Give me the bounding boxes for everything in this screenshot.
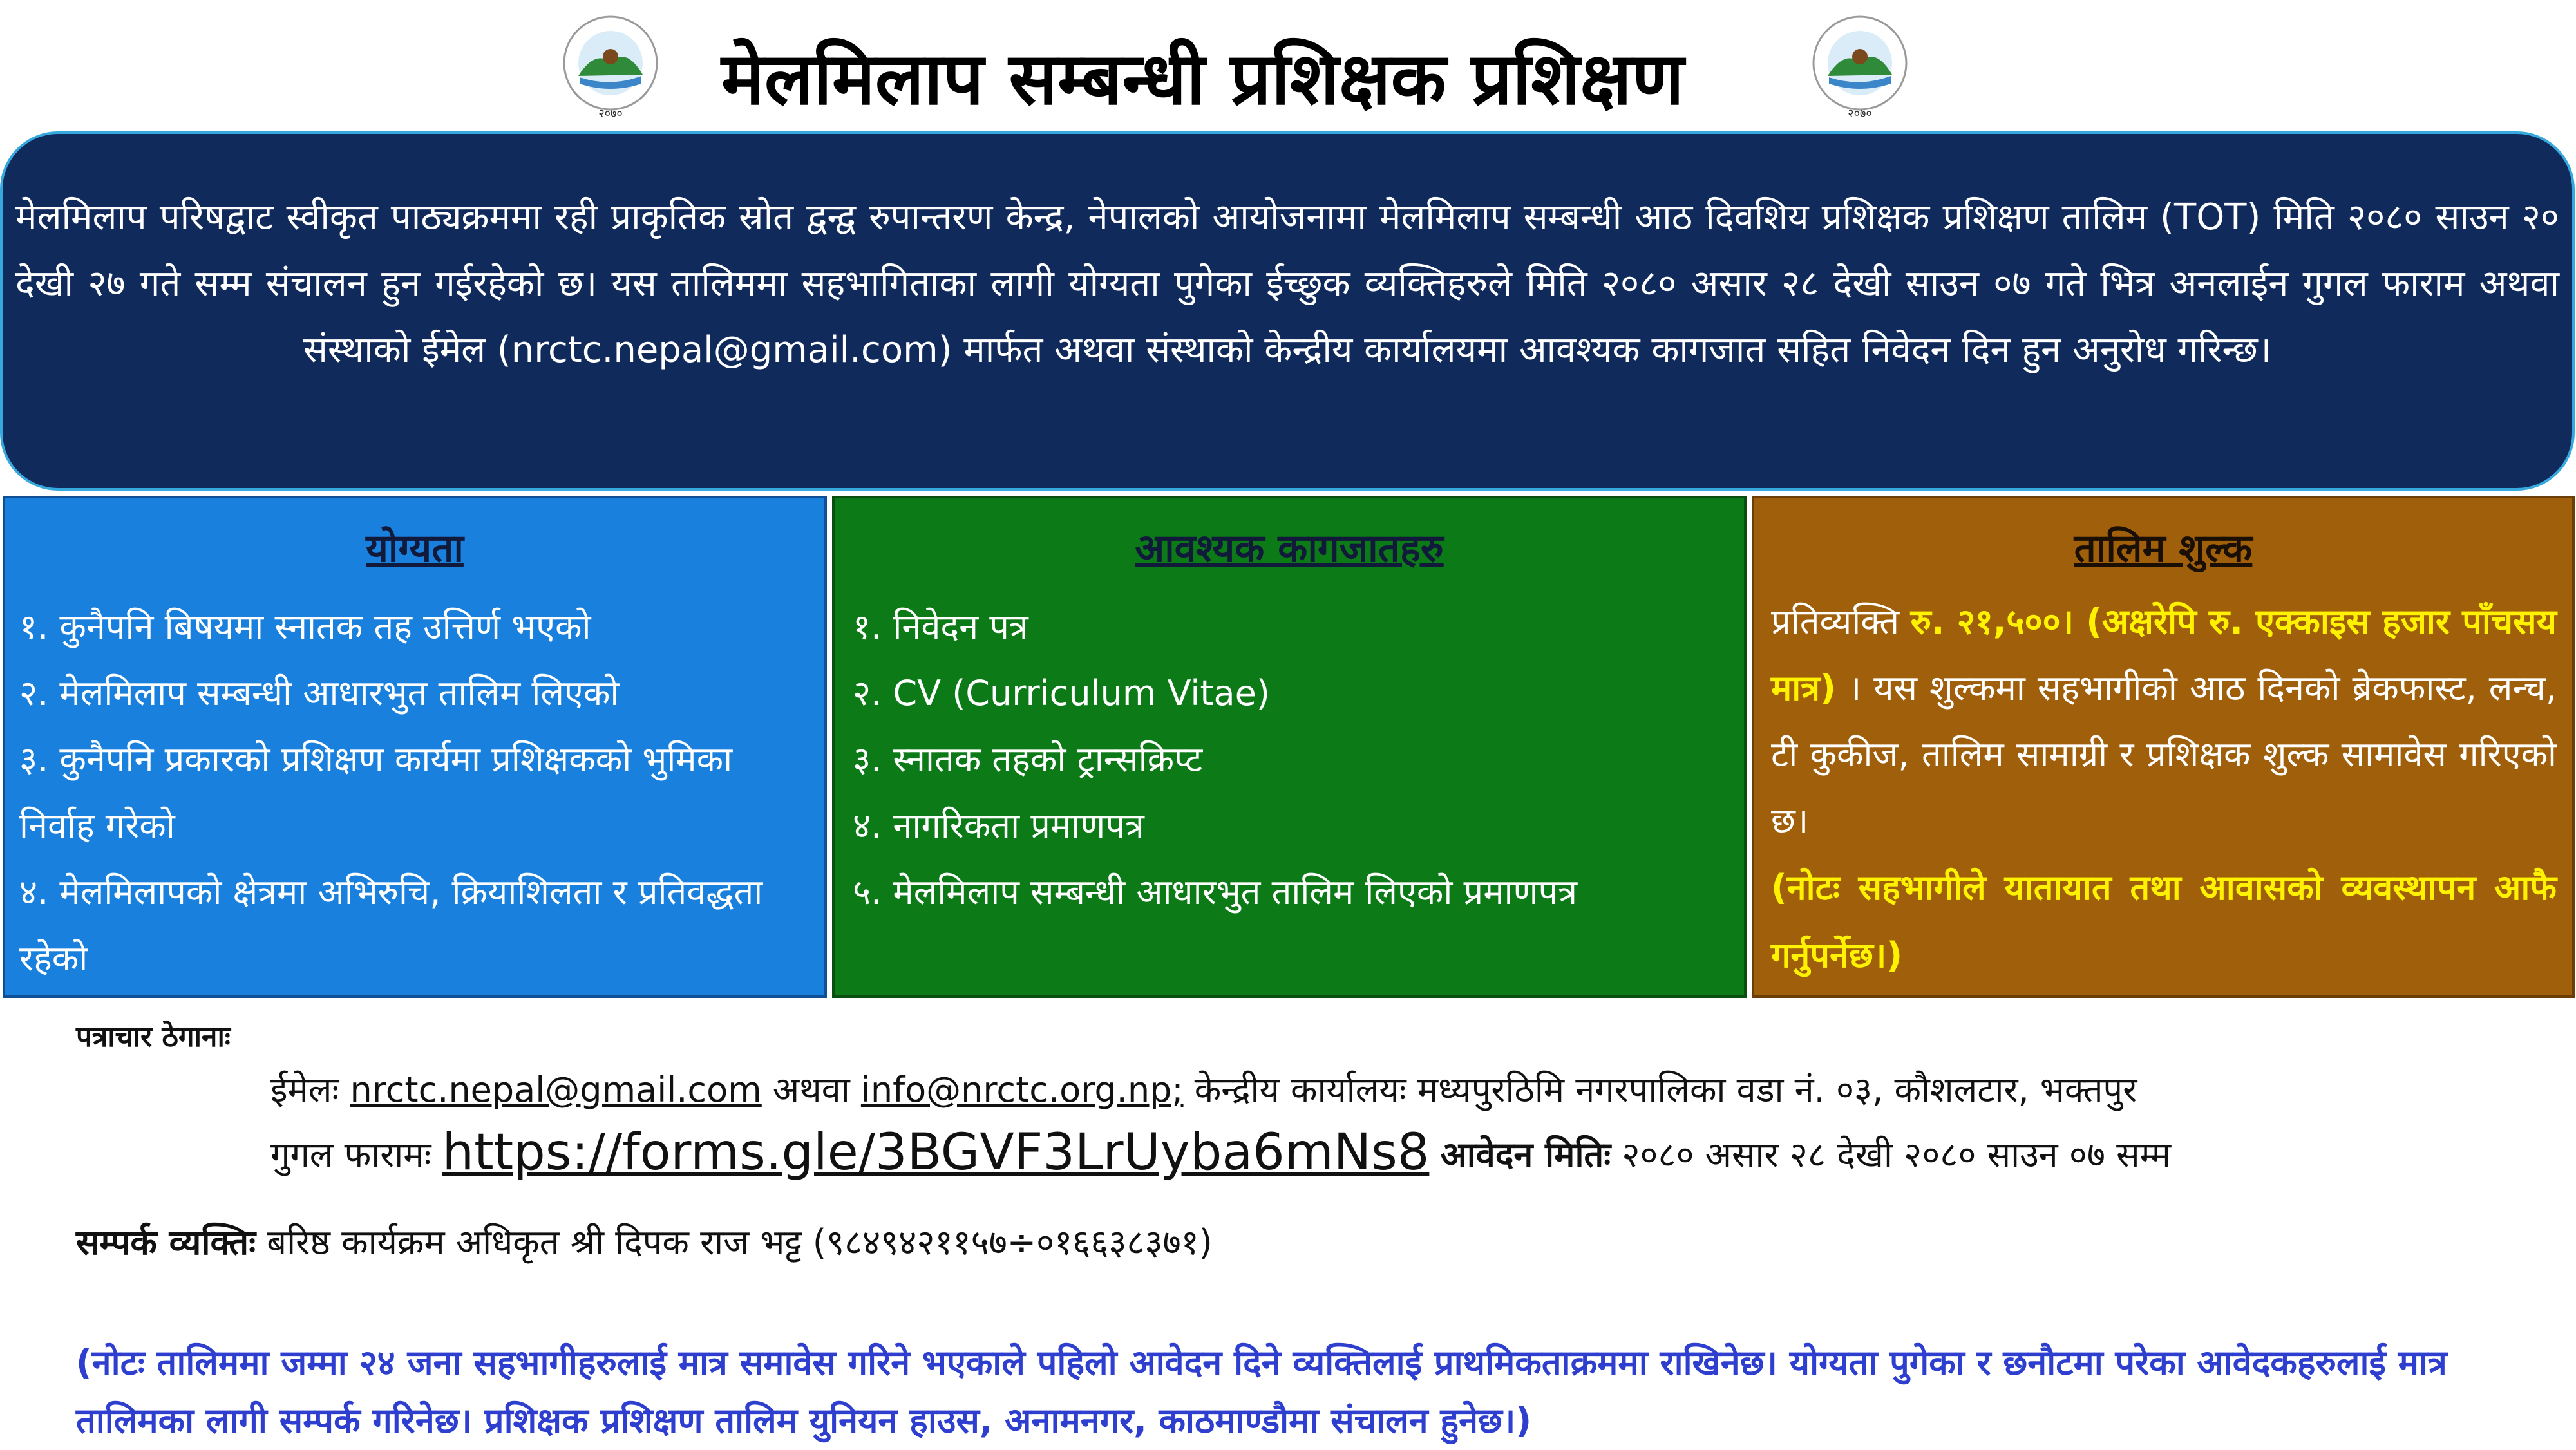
list-item: ४. मेलमिलापको क्षेत्रमा अभिरुचि, क्रियाशिलता र प्रतिवद्धता रहेको: [19, 872, 763, 979]
list-item: ३. स्नातक तहको ट्रान्सक्रिप्ट: [853, 739, 1203, 780]
email-link-secondary[interactable]: info@nrctc.org.np;: [860, 1069, 1184, 1110]
eligibility-panel: [3, 496, 827, 998]
list-item: १. कुनैपनि बिषयमा स्नातक तह उत्तिर्ण भएको: [19, 607, 591, 647]
google-form-link[interactable]: https://forms.gle/3BGVF3LrUyba6mNs8: [442, 1124, 1430, 1182]
form-label: गुगल फारामः: [270, 1135, 431, 1175]
eligibility-list: [19, 594, 811, 992]
apply-date-label: आवेदन मितिः: [1440, 1135, 1611, 1175]
office-address: केन्द्रीय कार्यालयः मध्यपुरठिमि नगरपालिका वडा नं. ०३, कौशलटार, भक्तपुर: [1194, 1069, 2137, 1110]
documents-list: [853, 594, 1728, 925]
email-label: ईमेलः: [270, 1069, 339, 1110]
contact-person-label: सम्पर्क व्यक्तिः: [76, 1222, 256, 1263]
list-item: २. मेलमिलाप सम्बन्धी आधारभुत तालिम लिएको: [19, 673, 620, 713]
list-item: १. निवेदन पत्र: [853, 607, 1028, 647]
svg-text:२०७०: २०७०: [1848, 107, 1872, 120]
header: [0, 0, 2576, 129]
fee-heading: तालिम शुल्क: [2074, 526, 2253, 571]
fee-panel: [1752, 496, 2575, 998]
intro-panel: [0, 131, 2575, 491]
form-line: [270, 1124, 2172, 1182]
list-item: ५. मेलमिलाप सम्बन्धी आधारभुत तालिम लिएको प्रमाणपत्र: [853, 872, 1578, 912]
contact-label: पत्राचार ठेगानाः: [76, 1021, 231, 1053]
eligibility-heading: योग्यता: [366, 526, 464, 571]
footer-note: (नोटः तालिममा जम्मा २४ जना सहभागीहरुलाई मात्र समावेस गरिने भएकाले पहिलो आवेदन दिने व्यक्तिलाई प्राथमिकताक्रममा राखिनेछ। योग्यता पुगेका र छनौटमा परेका आवेदकहरुलाई मात्र तालिमका लागी सम्पर्क गरिनेछ। प्रशिक्षक प्रशिक्षण तालिम युनियन हाउस, अनामनगर, काठमाण्डौमा संचालन हुनेछ।): [76, 1342, 2447, 1441]
documents-heading: आवश्यक कागजातहरु: [1135, 526, 1444, 571]
fee-prefix: प्रतिव्यक्ति: [1771, 601, 1899, 642]
fee-amount: रु. २१,५००। (अक्षरेपि रु. एक्काइस हजार पाँचसय मात्र): [1771, 601, 2557, 708]
apply-dates: २०८० असार २८ देखी २०८० साउन ०७ सम्म: [1622, 1135, 2172, 1175]
or-text: अथवा: [772, 1069, 850, 1110]
fee-suffix: । यस शुल्कमा सहभागीको आठ दिनको ब्रेकफास्ट, लन्च, टी कुकीज, तालिम सामाग्री र प्रशिक्षक शुल्क सामावेस गरिएको छ।: [1771, 668, 2557, 841]
page-title: मेलमिलाप सम्बन्धी प्रशिक्षक प्रशिक्षण: [721, 37, 1684, 121]
email-link-primary[interactable]: nrctc.nepal@gmail.com: [350, 1069, 762, 1110]
contact-person-line: [76, 1220, 1213, 1265]
fee-note: (नोटः सहभागीले यातायात तथा आवासको व्यवस्थापन आफै गर्नुपर्नेछ।): [1771, 867, 2557, 975]
list-item: ३. कुनैपनि प्रकारको प्रशिक्षण कार्यमा प्रशिक्षकको भुमिका निर्वाह गरेको: [19, 739, 733, 846]
fee-description: [1771, 588, 2557, 854]
list-item: ४. नागरिकता प्रमाणपत्र: [853, 805, 1144, 846]
contact-person: बरिष्ठ कार्यक्रम अधिकृत श्री दिपक राज भट्ट (९८४९४२११५७÷०१६६३८३७१): [267, 1222, 1213, 1263]
list-item: २. CV (Curriculum Vitae): [853, 673, 1270, 713]
email-line: [270, 1068, 2137, 1113]
svg-text:२०७०: २०७०: [598, 107, 623, 120]
documents-panel: [832, 496, 1747, 998]
intro-text: मेलमिलाप परिषद्वाट स्वीकृत पाठ्यक्रममा रही प्राकृतिक स्रोत द्वन्द्व रुपान्तरण केन्द्र, नेपालको आयोजनामा मेलमिलाप सम्बन्धी आठ दिवशिय प्रशिक्षक प्रशिक्षण तालिम (TOT) मिति २०८० साउन २० देखी २७ गते सम्म संचालन हुन गईरहेको छ। यस तालिममा सहभागिताका लागी योग्यता पुगेका ईच्छुक व्यक्तिहरुले मिति २०८० असार २८ देखी साउन ०७ गते भित्र अनलाईन गुगल फाराम अथवा संस्थाको ईमेल (nrctc.nepal@gmail.com) मार्फत अथवा संस्थाको केन्द्रीय कार्यालयमा आवश्यक कागजात सहित निवेदन दिन हुन अनुरोध गरिन्छ।: [15, 196, 2560, 371]
organization-logo: [546, 12, 675, 122]
organization-logo: [1795, 12, 1924, 122]
